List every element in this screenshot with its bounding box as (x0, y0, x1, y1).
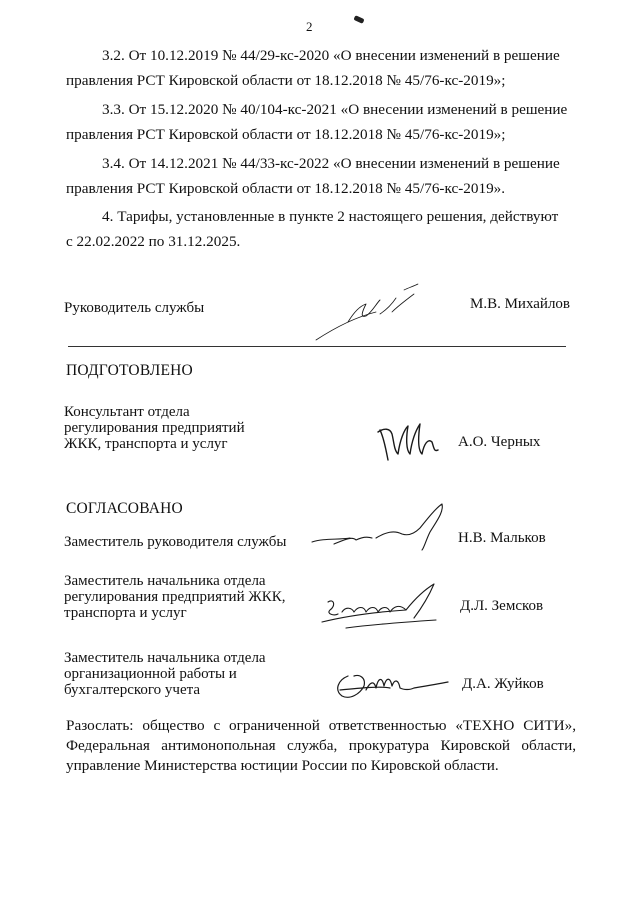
agreed-heading: СОГЛАСОВАНО (66, 500, 183, 517)
prepared-position-line: ЖКК, транспорта и услуг (64, 436, 228, 452)
prepared-position-line: регулирования предприятий (64, 420, 245, 436)
item-3-3 (66, 98, 572, 147)
prepared-name: А.О. Черных (458, 434, 541, 450)
prepared-position-line: Консультант отдела (64, 404, 190, 420)
page-number: 2 (306, 19, 313, 34)
agreed-signer-2-name: Д.Л. Земсков (460, 598, 544, 614)
agreed-signer-3-position-line: Заместитель начальника отдела (64, 650, 266, 666)
agreed-signer-3-position-line: бухгалтерского учета (64, 682, 201, 698)
prepared-signature-scribble (374, 420, 444, 466)
agreed-signer-2-position-line: Заместитель начальника отдела (64, 573, 266, 589)
item-3-3-line2: правления РСТ Кировской области от 18.12.2018 № 45/76-кс-2019»; (66, 125, 506, 143)
item-4 (66, 205, 572, 254)
agreed-signer-3-position (64, 650, 266, 698)
agreed-signer-2-signature-scribble (316, 580, 456, 640)
agreed-signer-1-position-line: Заместитель руководителя службы (64, 534, 287, 550)
head-title: Руководитель службы (64, 300, 205, 316)
agreed-signer-2-position-line: регулирования предприятий ЖКК, (64, 589, 286, 605)
item-4-line2: с 22.02.2022 по 31.12.2025. (66, 232, 241, 250)
agreed-signer-1-name: Н.В. Мальков (458, 530, 546, 546)
item-4-line1: 4. Тарифы, установленные в пункте 2 настоящего решения, действуют (102, 208, 559, 225)
agreed-signer-3-position-line: организационной работы и (64, 666, 237, 682)
item-3-3-line1: 3.3. От 15.12.2020 № 40/104-кс-2021 «О внесении изменений в решение (102, 101, 568, 118)
scan-artifact (353, 15, 364, 24)
agreed-signer-3-name: Д.А. Жуйков (462, 676, 544, 692)
item-3-2-line2: правления РСТ Кировской области от 18.12.2018 № 45/76-кс-2019»; (66, 71, 506, 89)
prepared-position (64, 404, 245, 452)
distribution-list: Разослать: общество с ограниченной ответственностью «ТЕХНО СИТИ», Федеральная антимонопольная служба, прокуратура Кировской области, управление Министерства юстиции России по Кировской области. (66, 717, 576, 774)
head-signature-scribble (296, 282, 446, 344)
agreed-signer-2-position-line: транспорта и услуг (64, 605, 187, 621)
agreed-signer-1-position (64, 534, 286, 550)
item-3-2-line1: 3.2. От 10.12.2019 № 44/29-кс-2020 «О внесении изменений в решение (102, 47, 560, 64)
item-3-4-line2: правления РСТ Кировской области от 18.12.2018 № 45/76-кс-2019». (66, 179, 506, 197)
prepared-heading: ПОДГОТОВЛЕНО (66, 362, 193, 379)
agreed-signer-3-signature-scribble (330, 660, 460, 706)
item-3-2 (66, 44, 572, 93)
item-3-4 (66, 152, 572, 201)
item-3-4-line1: 3.4. От 14.12.2021 № 44/33-кс-2022 «О внесении изменений в решение (102, 155, 560, 172)
separator-line (68, 346, 566, 347)
head-name: М.В. Михайлов (470, 296, 571, 312)
agreed-signer-2-position (64, 573, 286, 621)
agreed-signer-1-signature-scribble (304, 500, 454, 552)
